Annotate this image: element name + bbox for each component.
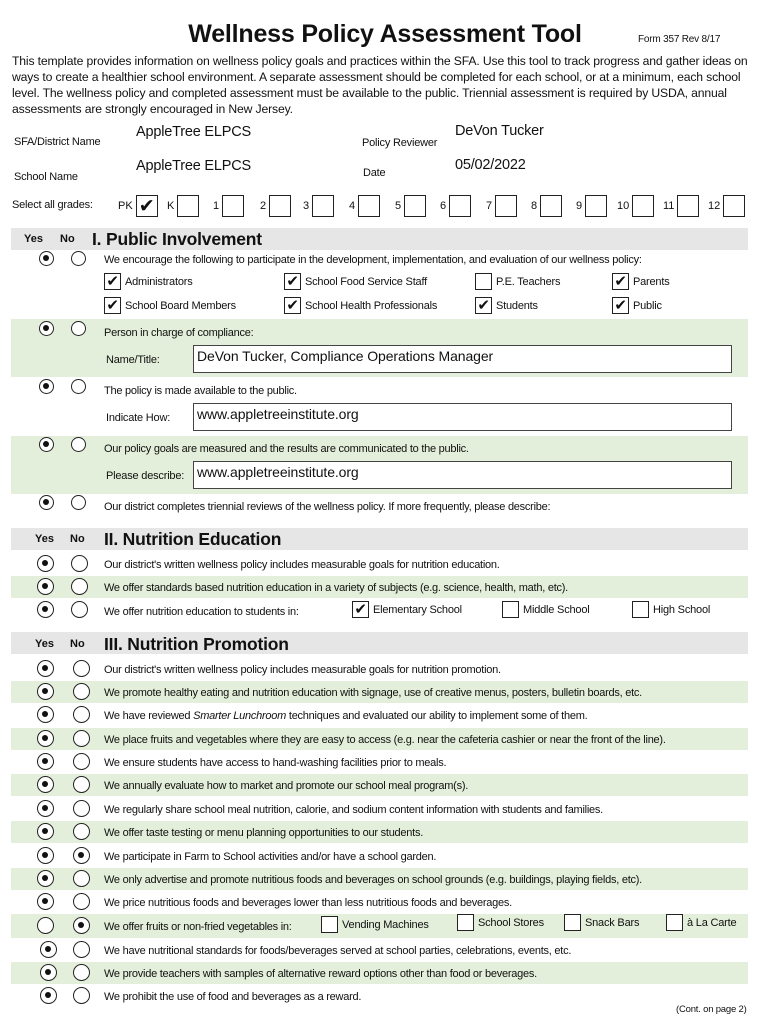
- select-grades-label: Select all grades:: [12, 199, 93, 211]
- grade-12-checkbox[interactable]: [723, 195, 745, 217]
- s3-q10-yes-radio[interactable]: [37, 870, 54, 887]
- s1-q5-text: Our district completes triennial reviews of the wellness policy. If more frequently, please describe:: [104, 501, 551, 513]
- participant-administrators-checkbox[interactable]: ✔: [104, 273, 121, 290]
- no-column-label: No: [70, 533, 85, 545]
- grade-2[interactable]: 2: [260, 193, 291, 219]
- no-column-label: No: [70, 638, 85, 650]
- grade-k-checkbox[interactable]: [177, 195, 199, 217]
- section-2-title: II. Nutrition Education: [104, 529, 282, 549]
- s3-q15-no-radio[interactable]: [73, 987, 90, 1004]
- name-title-field[interactable]: DeVon Tucker, Compliance Operations Manager: [193, 345, 732, 373]
- sfa-district-value[interactable]: AppleTree ELPCS: [136, 124, 251, 140]
- sfa-district-label: SFA/District Name: [14, 136, 101, 148]
- s3-q3-no-radio[interactable]: [73, 706, 90, 723]
- participant-public-checkbox[interactable]: ✔: [612, 297, 629, 314]
- s2-q1-text: Our district's written wellness policy includes measurable goals for nutrition education.: [104, 559, 500, 571]
- s3-q14-text: We provide teachers with samples of alternative reward options other than food or beverages.: [104, 968, 537, 980]
- yes-column-label: Yes: [35, 638, 54, 650]
- s3-q13-text: We have nutritional standards for foods/beverages served at school parties, celebrations, events, etc.: [104, 945, 572, 957]
- venue-snack-bars[interactable]: Snack Bars: [564, 914, 639, 931]
- policy-reviewer-label: Policy Reviewer: [362, 137, 438, 149]
- grade-4-checkbox[interactable]: [358, 195, 380, 217]
- s3-q15-text: We prohibit the use of food and beverages as a reward.: [104, 991, 362, 1003]
- participant-school-health-professionals[interactable]: ✔ School Health Professionals: [284, 297, 437, 314]
- s1-q2-yes-radio[interactable]: [39, 321, 54, 336]
- s2-q3-yes-radio[interactable]: [37, 601, 54, 618]
- s1-q4-yes-radio[interactable]: [39, 437, 54, 452]
- s3-q12-text: We offer fruits or non-fried vegetables in:: [104, 921, 292, 933]
- grade-3-checkbox[interactable]: [312, 195, 334, 217]
- s3-q12-no-radio[interactable]: [73, 917, 90, 934]
- indicate-how-field[interactable]: www.appletreeinstitute.org: [193, 403, 732, 431]
- grade-5-checkbox[interactable]: [404, 195, 426, 217]
- s3-q11-text: We price nutritious foods and beverages lower than less nutritious foods and beverages.: [104, 897, 512, 909]
- s3-q7-text: We regularly share school meal nutrition, calorie, and sodium content information with students and families.: [104, 804, 603, 816]
- s3-q6-text: We annually evaluate how to market and promote our school meal program(s).: [104, 780, 469, 792]
- please-describe-label: Please describe:: [106, 470, 185, 482]
- grade-11[interactable]: 11: [663, 193, 699, 219]
- s3-q5-yes-radio[interactable]: [37, 753, 54, 770]
- participant-school-board-members-checkbox[interactable]: ✔: [104, 297, 121, 314]
- s3-q11-yes-radio[interactable]: [37, 893, 54, 910]
- participant-students[interactable]: ✔ Students: [475, 297, 538, 314]
- venue-a-la-carte[interactable]: à La Carte: [666, 914, 736, 931]
- s1-q4-no-radio[interactable]: [71, 437, 86, 452]
- s3-q5-text: We ensure students have access to hand-washing facilities prior to meals.: [104, 757, 447, 769]
- participant-pe-teachers[interactable]: P.E. Teachers: [475, 273, 560, 290]
- s3-q10-text: We only advertise and promote nutritious foods and beverages on school grounds (e.g. buildings, playing fields, etc).: [104, 874, 642, 886]
- s3-q8-text: We offer taste testing or menu planning opportunities to our students.: [104, 827, 424, 839]
- s3-q9-text: We participate in Farm to School activities and/or have a school garden.: [104, 851, 437, 863]
- s3-q3-text: We have reviewed Smarter Lunchroom techniques and evaluated our ability to implement some of them.: [104, 710, 588, 722]
- smarter-lunchroom-emphasis: Smarter Lunchroom: [193, 710, 287, 722]
- s1-q2-text: Person in charge of compliance:: [104, 327, 254, 339]
- school-middle[interactable]: Middle School: [502, 601, 590, 618]
- venue-vending-machines[interactable]: Vending Machines: [321, 916, 429, 933]
- participant-students-checkbox[interactable]: ✔: [475, 297, 492, 314]
- s3-q14-yes-radio[interactable]: [40, 964, 57, 981]
- indicate-how-label: Indicate How:: [106, 412, 171, 424]
- grade-12[interactable]: 12: [708, 193, 745, 219]
- please-describe-field[interactable]: www.appletreeinstitute.org: [193, 461, 732, 489]
- s3-q5-no-radio[interactable]: [73, 753, 90, 770]
- s1-q5-no-radio[interactable]: [71, 495, 86, 510]
- participant-parents[interactable]: ✔ Parents: [612, 273, 670, 290]
- s2-q1-yes-radio[interactable]: [37, 555, 54, 572]
- intro-text: This template provides information on wellness policy goals and practices within the SFA. Use this tool to track progress and gather ideas on ways to create a healthier school environment. A separate assessment should be completed for each school, or at a minimum, each school level. The wellness policy and completed assessment must be available to the public. Triennial assessment is required by USDA, annual assessments are strongly encouraged in New Jersey.: [12, 54, 748, 116]
- s3-q1-yes-radio[interactable]: [37, 660, 54, 677]
- s3-q9-no-radio[interactable]: [73, 847, 90, 864]
- grade-8[interactable]: 8: [531, 193, 562, 219]
- grade-11-checkbox[interactable]: [677, 195, 699, 217]
- yes-column-label: Yes: [35, 533, 54, 545]
- s1-q1-no-radio[interactable]: [71, 251, 86, 266]
- grade-8-checkbox[interactable]: [540, 195, 562, 217]
- form-title: Wellness Policy Assessment Tool: [188, 20, 582, 48]
- school-name-label: School Name: [14, 171, 78, 183]
- s3-q2-no-radio[interactable]: [73, 683, 90, 700]
- date-label: Date: [363, 167, 386, 179]
- grade-1-checkbox[interactable]: [222, 195, 244, 217]
- s2-q3-no-radio[interactable]: [71, 601, 88, 618]
- venue-school-stores[interactable]: School Stores: [457, 914, 544, 931]
- s3-q8-no-radio[interactable]: [73, 823, 90, 840]
- s3-q11-no-radio[interactable]: [73, 893, 90, 910]
- s3-q14-no-radio[interactable]: [73, 964, 90, 981]
- grade-10[interactable]: 10: [617, 193, 654, 219]
- section-1-title: I. Public Involvement: [92, 229, 262, 249]
- s3-q1-no-radio[interactable]: [73, 660, 90, 677]
- school-high-checkbox[interactable]: [632, 601, 649, 618]
- participant-public[interactable]: ✔ Public: [612, 297, 662, 314]
- s1-q3-yes-radio[interactable]: [39, 379, 54, 394]
- participant-food-service-staff[interactable]: ✔ School Food Service Staff: [284, 273, 427, 290]
- s3-q4-text: We place fruits and vegetables where they are easy to access (e.g. near the cafeteria cashier or near the front of the line).: [104, 734, 666, 746]
- section-3-title: III. Nutrition Promotion: [104, 634, 289, 654]
- grade-6[interactable]: 6: [440, 193, 471, 219]
- grade-3[interactable]: 3: [303, 193, 334, 219]
- grade-9-checkbox[interactable]: [585, 195, 607, 217]
- policy-reviewer-value[interactable]: DeVon Tucker: [455, 123, 544, 139]
- s3-q6-yes-radio[interactable]: [37, 776, 54, 793]
- s3-q7-no-radio[interactable]: [73, 800, 90, 817]
- venue-vending-machines-checkbox[interactable]: [321, 916, 338, 933]
- no-column-label: No: [60, 233, 75, 245]
- s3-q4-no-radio[interactable]: [73, 730, 90, 747]
- school-middle-checkbox[interactable]: [502, 601, 519, 618]
- s3-q1-text: Our district's written wellness policy includes measurable goals for nutrition promotion.: [104, 664, 501, 676]
- s3-q4-yes-radio[interactable]: [37, 730, 54, 747]
- date-value[interactable]: 05/02/2022: [455, 157, 526, 173]
- grade-10-checkbox[interactable]: [632, 195, 654, 217]
- s1-q2-no-radio[interactable]: [71, 321, 86, 336]
- participant-food-service-staff-checkbox[interactable]: ✔: [284, 273, 301, 290]
- participant-administrators[interactable]: ✔ Administrators: [104, 273, 193, 290]
- s2-q2-yes-radio[interactable]: [37, 578, 54, 595]
- school-high[interactable]: High School: [632, 601, 710, 618]
- s3-q10-no-radio[interactable]: [73, 870, 90, 887]
- grade-6-checkbox[interactable]: [449, 195, 471, 217]
- participant-pe-teachers-checkbox[interactable]: [475, 273, 492, 290]
- s3-q8-yes-radio[interactable]: [37, 823, 54, 840]
- participant-school-board-members[interactable]: ✔ School Board Members: [104, 297, 236, 314]
- s1-q4-text: Our policy goals are measured and the results are communicated to the public.: [104, 443, 469, 455]
- grade-7-checkbox[interactable]: [495, 195, 517, 217]
- s3-q3-yes-radio[interactable]: [37, 706, 54, 723]
- participant-school-health-professionals-checkbox[interactable]: ✔: [284, 297, 301, 314]
- venue-school-stores-checkbox[interactable]: [457, 914, 474, 931]
- school-elementary-checkbox[interactable]: ✔: [352, 601, 369, 618]
- grade-1[interactable]: 1: [213, 193, 244, 219]
- name-title-label: Name/Title:: [106, 354, 160, 366]
- s1-q5-yes-radio[interactable]: [39, 495, 54, 510]
- form-number: Form 357 Rev 8/17: [638, 34, 721, 45]
- venue-snack-bars-checkbox[interactable]: [564, 914, 581, 931]
- grade-pk[interactable]: PK ✔: [118, 193, 158, 219]
- s3-q6-no-radio[interactable]: [73, 776, 90, 793]
- s1-q1-yes-radio[interactable]: [39, 251, 54, 266]
- s1-q3-no-radio[interactable]: [71, 379, 86, 394]
- s3-q13-yes-radio[interactable]: [40, 941, 57, 958]
- s2-q1-no-radio[interactable]: [71, 555, 88, 572]
- s3-q15-yes-radio[interactable]: [40, 987, 57, 1004]
- s3-q2-yes-radio[interactable]: [37, 683, 54, 700]
- grade-5[interactable]: 5: [395, 193, 426, 219]
- grade-k[interactable]: K: [167, 193, 199, 219]
- s3-q13-no-radio[interactable]: [73, 941, 90, 958]
- yes-column-label: Yes: [24, 233, 43, 245]
- school-elementary[interactable]: ✔ Elementary School: [352, 601, 462, 618]
- venue-a-la-carte-checkbox[interactable]: [666, 914, 683, 931]
- s2-q3-text: We offer nutrition education to students in:: [104, 606, 299, 618]
- s3-q7-yes-radio[interactable]: [37, 800, 54, 817]
- grade-pk-checkbox[interactable]: ✔: [136, 195, 158, 217]
- grade-7[interactable]: 7: [486, 193, 517, 219]
- grade-9[interactable]: 9: [576, 193, 607, 219]
- s2-q2-text: We offer standards based nutrition education in a variety of subjects (e.g. science, health, math, etc).: [104, 582, 568, 594]
- continued-note: (Cont. on page 2): [676, 1004, 747, 1015]
- s3-q2-text: We promote healthy eating and nutrition education with signage, use of creative menus, posters, bulletin boards, etc.: [104, 687, 642, 699]
- s3-q12-yes-radio[interactable]: [37, 917, 54, 934]
- school-name-value[interactable]: AppleTree ELPCS: [136, 158, 251, 174]
- s2-q2-no-radio[interactable]: [71, 578, 88, 595]
- participant-parents-checkbox[interactable]: ✔: [612, 273, 629, 290]
- s3-q9-yes-radio[interactable]: [37, 847, 54, 864]
- s1-q1-text: We encourage the following to participate in the development, implementation, and evaluation of our wellness policy:: [104, 254, 642, 266]
- grade-2-checkbox[interactable]: [269, 195, 291, 217]
- s1-q3-text: The policy is made available to the public.: [104, 385, 297, 397]
- grade-4[interactable]: 4: [349, 193, 380, 219]
